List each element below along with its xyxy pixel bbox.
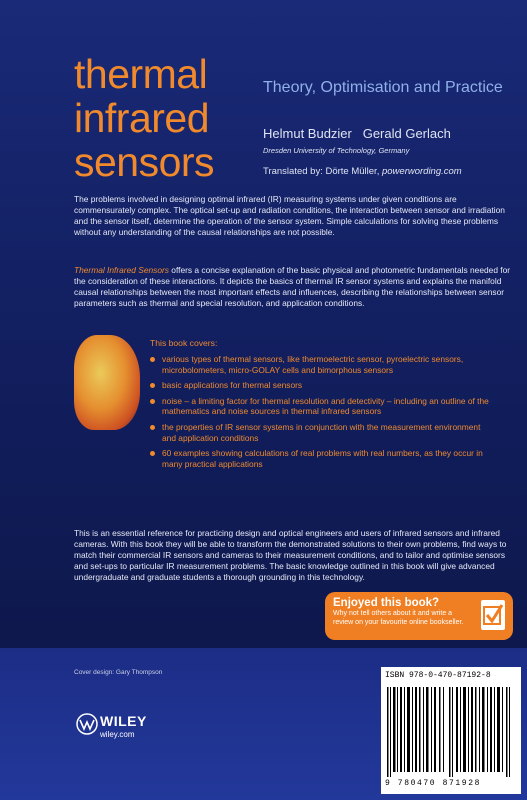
checkmark-icon (481, 600, 505, 630)
description-paragraph (74, 265, 514, 309)
subtitle: Theory, Optimisation and Practice (263, 79, 503, 96)
enjoy-title: Enjoyed this book? (333, 597, 440, 609)
wiley-logo-icon (76, 713, 98, 735)
translator-credit (263, 166, 462, 177)
book-title-italic: Thermal Infrared Sensors (74, 265, 169, 275)
list-item: noise – a limiting factor for thermal resolution and detectivity – including an outline of the mathematics and noise sources in thermal infrared sensors (150, 396, 495, 417)
title-line-1: thermal (74, 51, 208, 97)
isbn-label: ISBN 978-0-470-87192-8 (385, 671, 491, 680)
publisher-name: WILEY (100, 713, 147, 729)
barcode-panel (381, 667, 521, 794)
list-item: various types of thermal sensors, like thermoelectric sensor, pyroelectric sensors, microbolometers, micro-GOLAY cells and bimorphous sensors (150, 354, 495, 375)
barcode-icon (385, 687, 517, 777)
audience-paragraph: This is an essential reference for practicing design and optical engineers and users of infrared sensors and infrared cameras. With this book they will be able to transform the demonstrated solutions to their own problems, find ways to match their commercial IR sensors and cameras to their measurement conditions, and to tailor and optimise sensors and set-ups to particular IR measurement problems. The basic knowledge outlined in this book will give advanced undergraduate and graduate students a thorough grounding in this technology. (74, 528, 507, 582)
enjoy-review-badge (325, 592, 513, 640)
publisher-logo (76, 713, 156, 740)
intro-paragraph: The problems involved in designing optimal infrared (IR) measuring systems under given conditions are commensurately complex. The optical set-up and radiation conditions, the interaction between sensor and irradiation and the sensor itself, determine the operation of the sensor system. Simple calculations for solving these problems without any understanding of the causal relationships are not possible. (74, 194, 505, 237)
list-item: the properties of IR sensor systems in conjunction with the measurement environment and application conditions (150, 422, 495, 443)
translator-prefix: Translated by: Dörte Müller, (263, 166, 382, 177)
thermal-hand-image (74, 335, 140, 430)
title-line-3: sensors (74, 139, 215, 185)
title-line-2: infrared (74, 95, 210, 141)
affiliation: Dresden University of Technology, Germany (263, 146, 410, 155)
publisher-url: wiley.com (100, 730, 135, 739)
authors: Helmut Budzier Gerald Gerlach (263, 126, 451, 141)
covers-title: This book covers: (150, 338, 218, 348)
list-item: basic applications for thermal sensors (150, 380, 495, 391)
translator-site: powerwording.com (381, 166, 462, 177)
barcode-digits: 9 780470 871928 (385, 779, 482, 788)
cover-design-credit: Cover design: Gary Thompson (74, 669, 163, 676)
covers-list (150, 354, 495, 474)
enjoy-text: Why not tell others about it and write a review on your favourite online bookseller. (333, 610, 464, 626)
list-item: 60 examples showing calculations of real problems with real numbers, as they occur in many practical applications (150, 448, 495, 469)
description-text: offers a concise explanation of the basic physical and photometric fundamentals needed for the consideration of these interactions. It depicts the basics of thermal IR sensor systems and explains the manifold causal relationships between the most important effects and influences, describing the relationships between sensor parameters such as thermal and special resolution, and application conditions. (74, 265, 511, 308)
